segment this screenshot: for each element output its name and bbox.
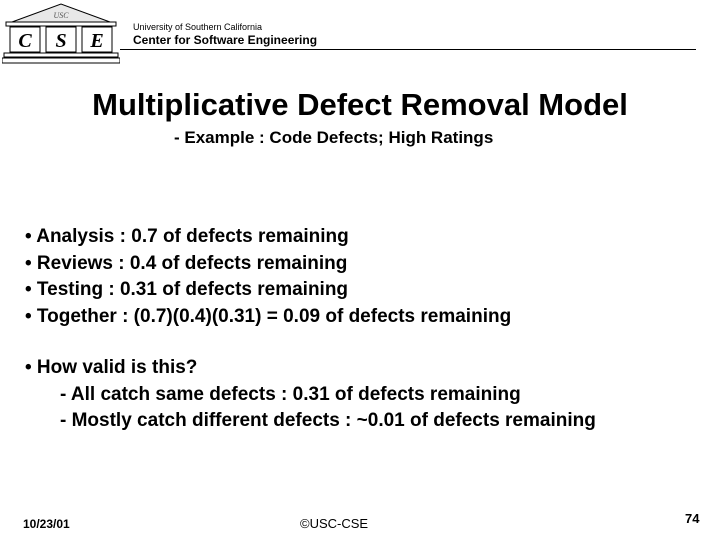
logo-letter-c: C (18, 30, 32, 52)
center-name: Center for Software Engineering (133, 33, 318, 47)
logo-crest-text: USC (53, 11, 69, 20)
sub-item-same: - All catch same defects : 0.31 of defects remaining (60, 383, 521, 405)
bullet-analysis: • Analysis : 0.7 of defects remaining (25, 226, 349, 247)
slide-subtitle: - Example : Code Defects; High Ratings (174, 128, 494, 147)
logo-letter-s: S (55, 30, 67, 52)
cse-logo (2, 2, 120, 64)
header-divider (120, 49, 696, 50)
validity-list (25, 355, 596, 435)
slide-title: Multiplicative Defect Removal Model (92, 87, 628, 122)
logo-letter-e: E (90, 30, 104, 52)
footer-date: 10/23/01 (23, 517, 70, 531)
footer-copyright: ©USC-CSE (300, 516, 369, 531)
sub-item-different: - Mostly catch different defects : ~0.01 of defects remaining (60, 410, 596, 431)
bullet-together: • Together : (0.7)(0.4)(0.31) = 0.09 of defects remaining (25, 305, 512, 327)
university-name: University of Southern California (133, 22, 263, 32)
bullet-list (25, 224, 511, 330)
bullet-testing: • Testing : 0.31 of defects remaining (25, 279, 349, 300)
bullet-question: • How valid is this? (25, 357, 198, 378)
bullet-reviews: • Reviews : 0.4 of defects remaining (25, 252, 348, 274)
header-text (133, 23, 317, 46)
page-number: 74 (685, 511, 700, 526)
